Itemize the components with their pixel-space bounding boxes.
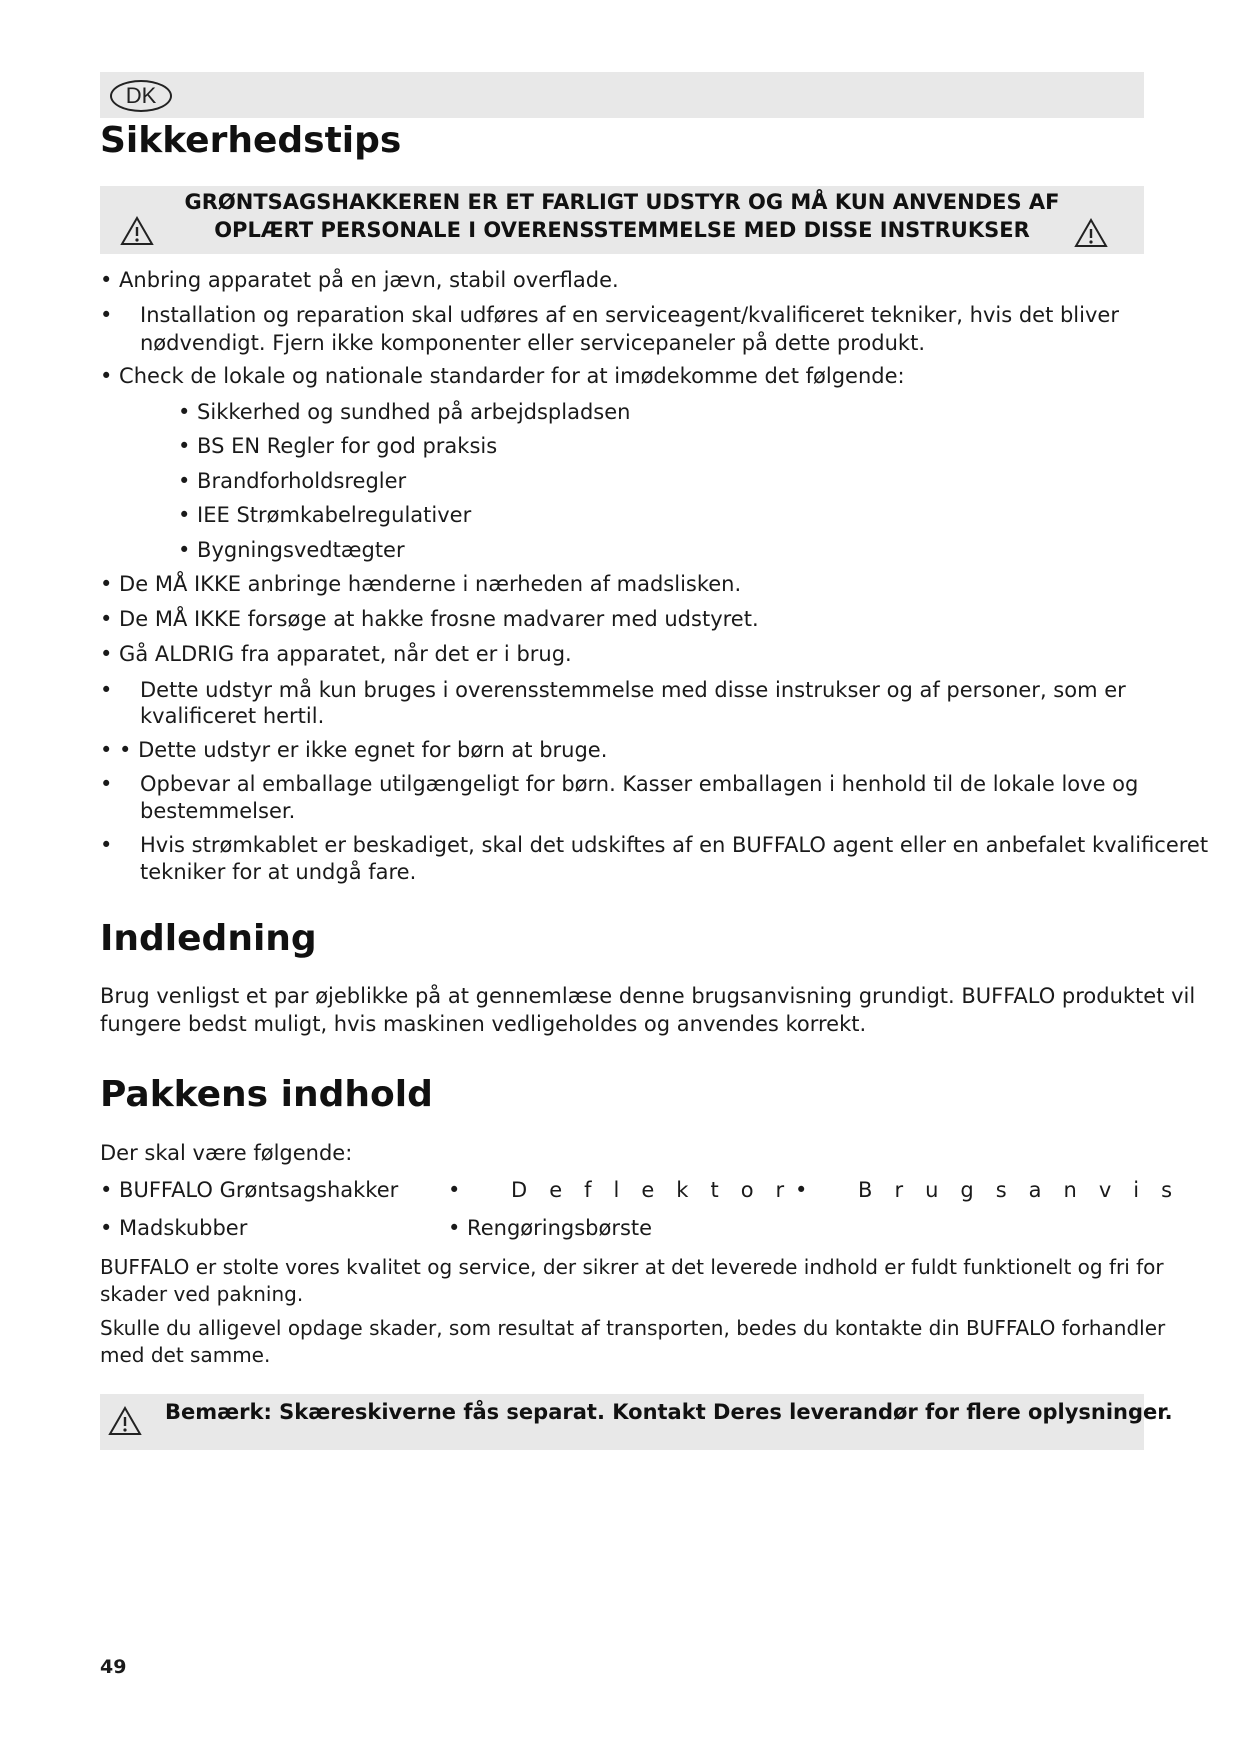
section-title-safety: Sikkerhedstips (100, 120, 402, 161)
list-item: • Check de lokale og nationale standarder for at imødekomme det følgende: (100, 364, 905, 388)
header-band (100, 72, 1144, 118)
contents-item: • Deflektor (448, 1178, 807, 1202)
list-item-continued: nødvendigt. Fjern ikke komponenter eller servicepaneler på dette produkt. (140, 331, 925, 355)
contents-paragraph-line: med det samme. (100, 1343, 271, 1367)
warning-text (180, 188, 1064, 244)
warning-triangle-icon (1074, 218, 1108, 248)
list-item-continued: bestemmelser. (140, 799, 296, 823)
warning-line-2: OPLÆRT PERSONALE I OVERENSSTEMMELSE MED DISSE INSTRUKSER (214, 218, 1030, 242)
contents-item: • Madskubber (100, 1216, 248, 1240)
list-item: Installation og reparation skal udføres af en serviceagent/kvalificeret tekniker, hvis det bliver (140, 303, 1119, 327)
warning-line-1: GRØNTSAGSHAKKEREN ER ET FARLIGT UDSTYR OG MÅ KUN ANVENDES AF (184, 190, 1060, 214)
list-item: Dette udstyr må kun bruges i overensstemmelse med disse instrukser og af personer, som er (140, 678, 1126, 702)
intro-line-2: fungere bedst muligt, hvis maskinen vedligeholdes og anvendes korrekt. (100, 1012, 867, 1036)
list-item-continued: tekniker for at undgå fare. (140, 860, 417, 884)
list-item-continued: kvalificeret hertil. (140, 704, 325, 728)
bullet: • (100, 833, 113, 857)
contents-item: • Brugsanvis (795, 1178, 1195, 1202)
language-badge: DK (110, 80, 172, 112)
bullet: • (100, 678, 113, 702)
contents-paragraph-line: BUFFALO er stolte vores kvalitet og service, der sikrer at det leverede indhold er fuldt funktionelt og fri for (100, 1255, 1164, 1279)
list-item: • Gå ALDRIG fra apparatet, når det er i brug. (100, 642, 572, 666)
page-number: 49 (100, 1656, 127, 1678)
list-item: • Anbring apparatet på en jævn, stabil overflade. (100, 268, 619, 292)
list-item: • De MÅ IKKE anbringe hænderne i nærheden af madslisken. (100, 572, 742, 596)
section-title-contents: Pakkens indhold (100, 1074, 433, 1115)
contents-lead: Der skal være følgende: (100, 1141, 353, 1165)
list-item: Opbevar al emballage utilgængeligt for børn. Kasser emballagen i henhold til de lokale love og (140, 772, 1139, 796)
contents-item: • BUFFALO Grøntsagshakker (100, 1178, 399, 1202)
sub-list-item: • Bygningsvedtægter (178, 538, 405, 562)
contents-paragraph-line: Skulle du alligevel opdage skader, som resultat af transporten, bedes du kontakte din BUFFALO forhandler (100, 1316, 1166, 1340)
list-item: • De MÅ IKKE forsøge at hakke frosne madvarer med udstyret. (100, 607, 759, 631)
bullet: • (100, 303, 113, 327)
section-title-intro: Indledning (100, 918, 317, 959)
sub-list-item: • Brandforholdsregler (178, 469, 407, 493)
note-text: Bemærk: Skæreskiverne fås separat. Kontakt Deres leverandør for flere oplysninger. (165, 1400, 1173, 1424)
warning-triangle-icon (108, 1406, 142, 1436)
list-item: Hvis strømkablet er beskadiget, skal det udskiftes af en BUFFALO agent eller en anbefalet kvalificeret (140, 833, 1209, 857)
bullet: • (100, 772, 113, 796)
list-item: • • Dette udstyr er ikke egnet for børn at bruge. (100, 738, 608, 762)
warning-triangle-icon (120, 216, 154, 246)
intro-line-1: Brug venligst et par øjeblikke på at gennemlæse denne brugsanvisning grundigt. BUFFALO produktet vil (100, 984, 1196, 1008)
contents-item: • Rengøringsbørste (448, 1216, 653, 1240)
contents-paragraph-line: skader ved pakning. (100, 1282, 304, 1306)
sub-list-item: • BS EN Regler for god praksis (178, 434, 498, 458)
sub-list-item: • IEE Strømkabelregulativer (178, 503, 472, 527)
sub-list-item: • Sikkerhed og sundhed på arbejdspladsen (178, 400, 631, 424)
